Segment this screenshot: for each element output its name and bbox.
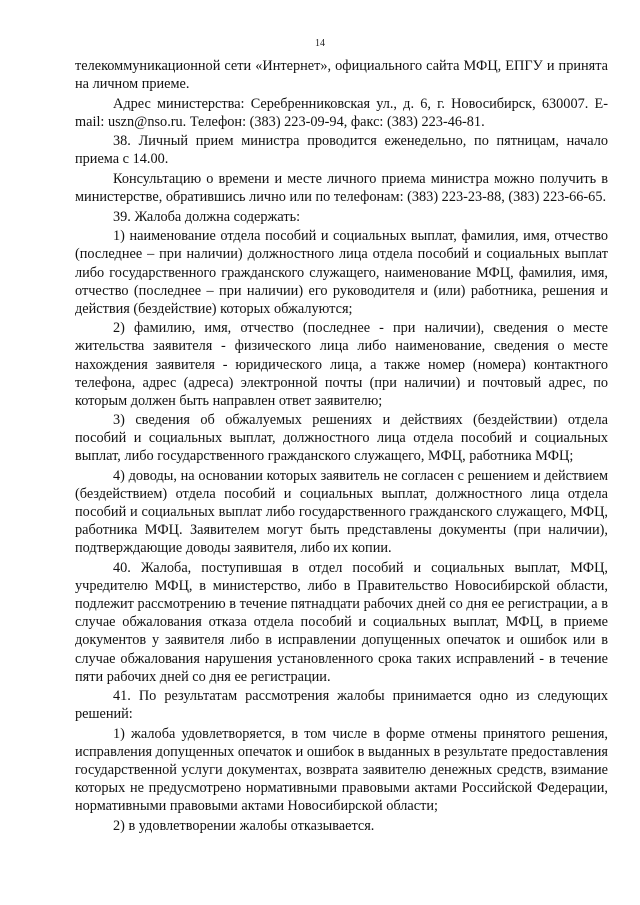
paragraph-41-item-2: 2) в удовлетворении жалобы отказывается. (113, 817, 375, 834)
paragraph-39-item-1: 1) наименование отдела пособий и социальных выплат, фамилия, имя, отчество (последнее – при наличии) должностного лица отдела пособий и социальных выплат либо государственного гражданского служащего, наименование МФЦ, фамилия, имя, отчество (последнее – при наличии) его руководителя и (или) работника, решения и действия (бездействие) которых обжалуются; (75, 228, 608, 317)
paragraph-39: 39. Жалоба должна содержать: (113, 208, 301, 225)
paragraph-41: 41. По результатам рассмотрения жалобы принимается одно из следующих решений: (75, 688, 608, 723)
page-number: 14 (315, 38, 325, 49)
paragraph-continuation: телекоммуникационной сети «Интернет», официального сайта МФЦ, ЕПГУ и принята на личном приеме. (75, 58, 608, 93)
paragraph-ministry-address: Адрес министерства: Серебренниковская ул., д. 6, г. Новосибирск, 630007. E-mail: uszn@nso.ru. Телефон: (383) 223-09-94, факс: (383) 223-46-81. (75, 95, 608, 130)
paragraph-41-item-1: 1) жалоба удовлетворяется, в том числе в форме отмены принятого решения, исправления допущенных опечаток и ошибок в выданных в результате предоставления государственной услуги документах, возврата заявителю денежных средств, взимание которых не предусмотрено нормативными правовыми актами Российской Федерации, нормативными правовыми актами Новосибирской области; (75, 725, 608, 815)
paragraph-consultation: Консультацию о времени и месте личного приема министра можно получить в министерстве, обратившись лично или по телефонам: (383) 223-23-88, (383) 223-66-65. (75, 171, 608, 206)
paragraph-40: 40. Жалоба, поступившая в отдел пособий и социальных выплат, МФЦ, учредителю МФЦ, в министерство, либо в Правительство Новосибирской области, подлежит рассмотрению в течение пятнадцати рабочих дней со дня ее регистрации, а в случае обжалования отказа отдела пособий и социальных выплат, МФЦ, в приеме документов у заявителя либо в исправлении допущенных опечаток и ошибок или в случае обжалования нарушения установленного срока таких исправлений - в течение пяти рабочих дней со дня ее регистрации. (75, 560, 608, 685)
document-body (75, 57, 608, 836)
paragraph-39-item-2: 2) фамилию, имя, отчество (последнее - при наличии), сведения о месте жительства заявителя - физического лица либо наименование, сведения о месте нахождения заявителя - юридического лица, а также номер (номера) контактного телефона, адрес (адреса) электронной почты (при наличии) и почтовый адрес, по которым должен быть направлен ответ заявителю; (75, 320, 608, 409)
paragraph-39-item-4: 4) доводы, на основании которых заявитель не согласен с решением и действием (бездействием) отдела пособий и социальных выплат, должностного лица отдела пособий и социальных выплат либо государственного гражданского служащего, МФЦ, работника МФЦ. Заявителем могут быть представлены документы (при наличии), подтверждающие доводы заявителя, либо их копии. (75, 468, 608, 557)
paragraph-38: 38. Личный прием министра проводится еженедельно, по пятницам, начало приема с 14.00. (75, 133, 608, 168)
paragraph-39-item-3: 3) сведения об обжалуемых решениях и действиях (бездействии) отдела пособий и социальных выплат, должностного лица отдела пособий и социальных выплат, либо государственного гражданского служащего, МФЦ, работника МФЦ; (75, 412, 608, 465)
